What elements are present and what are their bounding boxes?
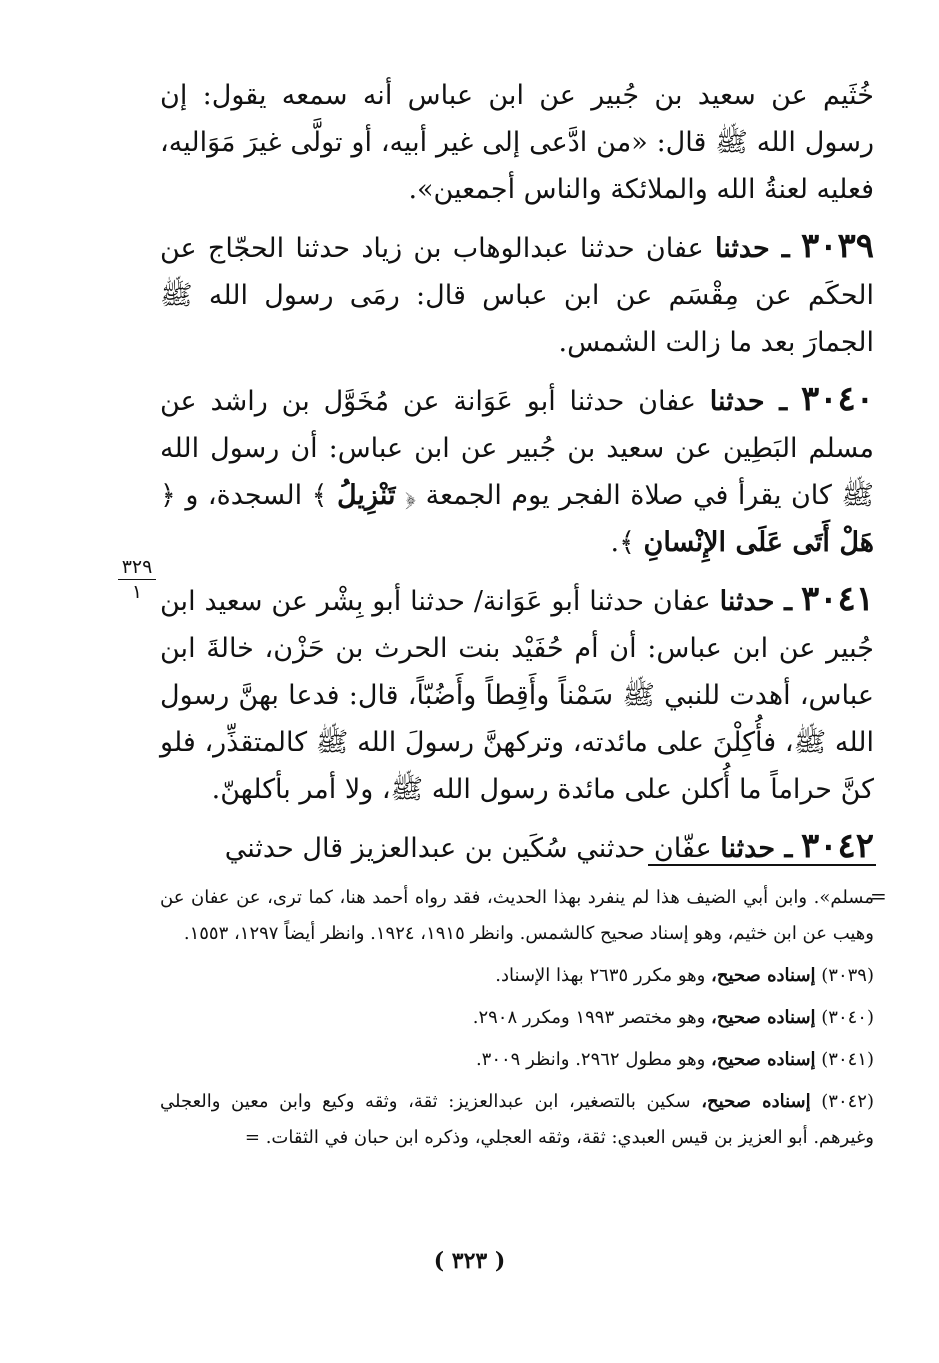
- hadith-text: عفان حدثنا عبدالوهاب بن زياد حدثنا الحجّاج عن الحكَم عن مِقْسَم عن ابن عباس قال: رمَى رسول الله ﷺ الجمارَ بعد ما زالت الشمس.: [160, 233, 874, 358]
- hadith-number: ٣٠٤٠: [800, 379, 875, 419]
- hadith-text: ﴾.: [610, 527, 635, 558]
- hadith-lead: ـ حدثنا: [719, 586, 793, 617]
- footnote-3041: [160, 1042, 874, 1078]
- hadith-text: ﴾ السجدة، و ﴿: [160, 480, 328, 511]
- hadith-lead: ـ حدثنا: [715, 233, 790, 264]
- hadith-lead: ـ حدثنا: [709, 386, 788, 417]
- quran-word: تَنْزِيلُ: [336, 480, 396, 511]
- footnote-ref: (٣٠٤٢): [821, 1091, 874, 1112]
- hadith-text: عفّان حدثني سُكَين بن عبدالعزيز قال حدثني: [224, 833, 712, 864]
- footnote-text: سكين بالتصغير، ابن عبدالعزيز: ثقة، وثقه وكيع وابن معين والعجلي وغيرهم. أبو العزيز بن قيس العبدي: ثقة، وثقه العجلي، وذكره ابن حبان في الثقات. =: [160, 1091, 874, 1148]
- paragraph-continuation: [160, 72, 874, 213]
- hadith-number: ٣٠٣٩: [800, 226, 875, 266]
- hadith-text: عفان حدثنا أبو عَوَانة/ حدثنا أبو بِشْر عن سعيد ابن جُبير عن ابن عباس: أن أم حُفَيْد بنت الحرث بن حَزْن، خالةَ ابن عباس، أهدت للنبي ﷺ سَمْناً وأَقِطاً وأَضُبّاً، قال: فدعا بهنَّ رسول الله ﷺ، فأُكِلْنَ على مائدته، وتركهنَّ رسولَ الله ﷺ كالمتقذِّر، فلو كنَّ حراماً ما أُكلن على مائدة رسول الله ﷺ، ولا أمر بأكلهنّ.: [160, 586, 874, 805]
- footnotes: [160, 880, 874, 1162]
- footnote-text: وهو مختصر ١٩٩٣ ومكرر ٢٩٠٨.: [472, 1007, 706, 1028]
- hadith-3041: [160, 576, 874, 813]
- footnote-text: وهو مكرر ٢٦٣٥ بهذا الإسناد.: [495, 965, 706, 986]
- hadith-lead: ـ حدثنا: [720, 833, 793, 864]
- hadith-number: ٣٠٤١: [800, 579, 874, 619]
- paragraph-text: خُثَيم عن سعيد بن جُبير عن ابن عباس أنه سمعه يقول: إن رسول الله ﷺ قال: «من ادَّعى إلى غير أبيه، أو تولَّى غيرَ مَوَاليه، فعليه لعنةُ الله والملائكة والناس أجمعين».: [160, 80, 874, 205]
- margin-part: ١: [131, 581, 143, 603]
- margin-volume: ٣٢٩: [121, 556, 153, 578]
- footnote-grade: إسناده صحيح،: [701, 1091, 811, 1112]
- footnote-3042: [160, 1084, 874, 1156]
- main-text: [160, 72, 874, 882]
- footnote-text: مسلم». وابن أبي الضيف هذا لم ينفرد بهذا الحديث، فقد رواه أحمد هنا، كما ترى، عن عفان عن وهيب عن ابن خثيم، وهو إسناد صحيح كالشمس. وانظر ١٩١٥، ١٩٢٤. وانظر أيضاً ١٢٩٧، ١٥٥٣.: [160, 887, 874, 944]
- hadith-text: عفان حدثنا أبو عَوَانة عن مُخَوَّل بن راشد عن مسلم البَطِين عن سعيد بن جُبير عن ابن عباس: أن رسول الله ﷺ كان يقرأ في صلاة الفجر يوم الجمعة ﴿: [160, 386, 874, 511]
- footnote-ref: (٣٠٣٩): [821, 965, 874, 986]
- margin-reference: [112, 555, 162, 604]
- footnote-continuation: [160, 880, 874, 952]
- footnote-grade: إسناده صحيح،: [711, 1007, 816, 1028]
- footnote-grade: إسناده صحيح،: [711, 1049, 816, 1070]
- hadith-3040: [160, 376, 874, 566]
- page-number: ( ٣٢٣ ): [433, 1248, 506, 1274]
- footnote-ref: (٣٠٤٠): [821, 1007, 874, 1028]
- hadith-3039: [160, 223, 874, 366]
- footnote-text: وهو مطول ٢٩٦٢. وانظر ٣٠٠٩.: [475, 1049, 706, 1070]
- footnote-ref: (٣٠٤١): [821, 1049, 874, 1070]
- footnote-separator: [648, 864, 876, 866]
- footnote-grade: إسناده صحيح،: [711, 965, 816, 986]
- footnote-3039: [160, 958, 874, 994]
- footnote-3040: [160, 1000, 874, 1036]
- margin-divider: [118, 579, 156, 580]
- hadith-number: ٣٠٤٢: [800, 826, 874, 866]
- continued-mark: =: [870, 884, 887, 908]
- quran-word: هَلْ أَتَى عَلَى الإِنْسانِ: [643, 527, 874, 558]
